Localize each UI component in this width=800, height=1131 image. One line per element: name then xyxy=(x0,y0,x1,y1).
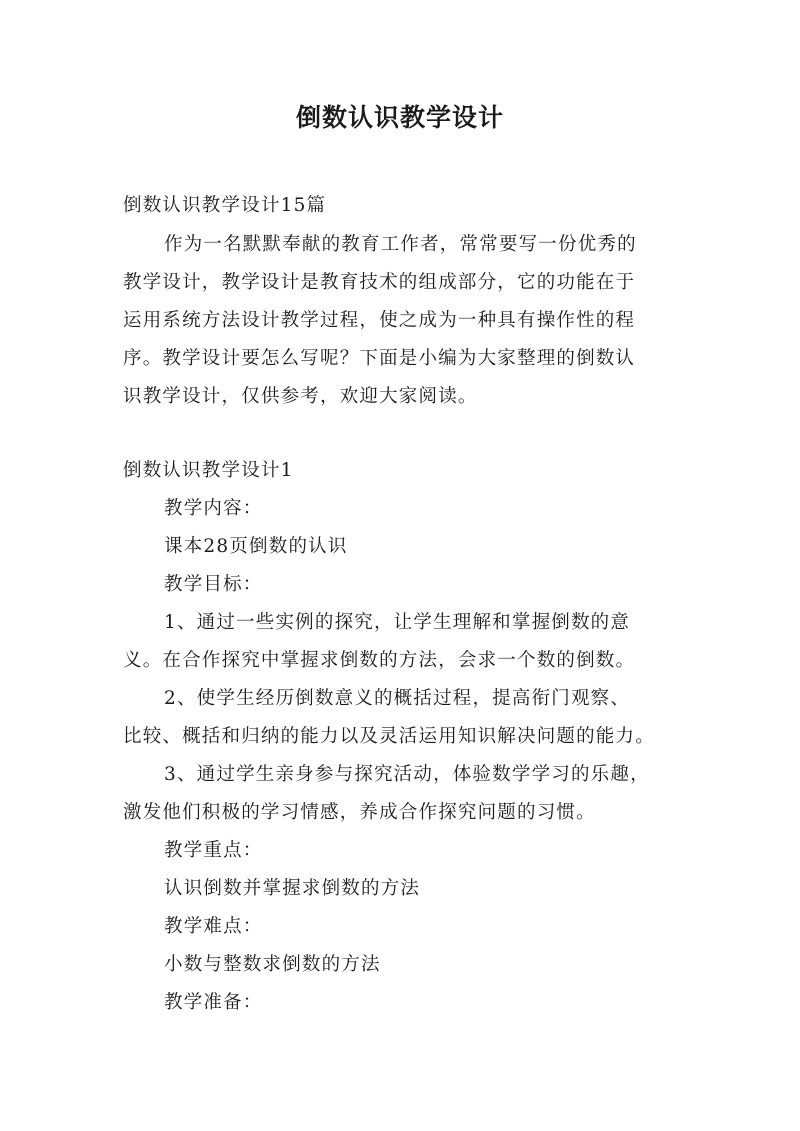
goal-line: 1、通过一些实例的探究，让学生理解和掌握倒数的意 xyxy=(164,612,631,633)
difficulty-label: 教学难点： xyxy=(164,916,263,937)
key-label: 教学重点： xyxy=(164,840,263,861)
goal-line: 比较、概括和归纳的能力以及灵活运用知识解决问题的能力。 xyxy=(123,726,655,747)
goal-line: 3、通过学生亲身参与探究活动，体验数学学习的乐趣， xyxy=(164,764,650,785)
subtitle: 倒数认识教学设计15篇 xyxy=(123,195,327,216)
intro-line: 序。教学设计要怎么写呢？下面是小编为大家整理的倒数认 xyxy=(123,348,636,369)
intro-line: 教学设计，教学设计是教育技术的组成部分，它的功能在于 xyxy=(123,272,636,293)
content-label: 教学内容： xyxy=(164,498,263,519)
document-title: 倒数认识教学设计 xyxy=(295,103,504,132)
goals-label: 教学目标： xyxy=(164,574,263,595)
goal-line: 2、使学生经历倒数意义的概括过程，提高衔门观察、 xyxy=(164,688,631,709)
key-text: 认识倒数并掌握求倒数的方法 xyxy=(164,878,421,899)
intro-line: 识教学设计，仅供参考，欢迎大家阅读。 xyxy=(123,386,478,407)
difficulty-text: 小数与整数求倒数的方法 xyxy=(164,954,381,975)
goal-line: 激发他们积极的学习情感，养成合作探究问题的习惯。 xyxy=(123,802,596,823)
prep-label: 教学准备： xyxy=(164,992,263,1013)
section-heading: 倒数认识教学设计1 xyxy=(123,460,294,481)
content-text: 课本28页倒数的认识 xyxy=(164,536,348,557)
intro-line: 运用系统方法设计教学过程，使之成为一种具有操作性的程 xyxy=(123,310,636,331)
goal-line: 义。在合作探究中掌握求倒数的方法，会求一个数的倒数。 xyxy=(123,650,636,671)
intro-line: 作为一名默默奉献的教育工作者，常常要写一份优秀的 xyxy=(164,234,637,255)
